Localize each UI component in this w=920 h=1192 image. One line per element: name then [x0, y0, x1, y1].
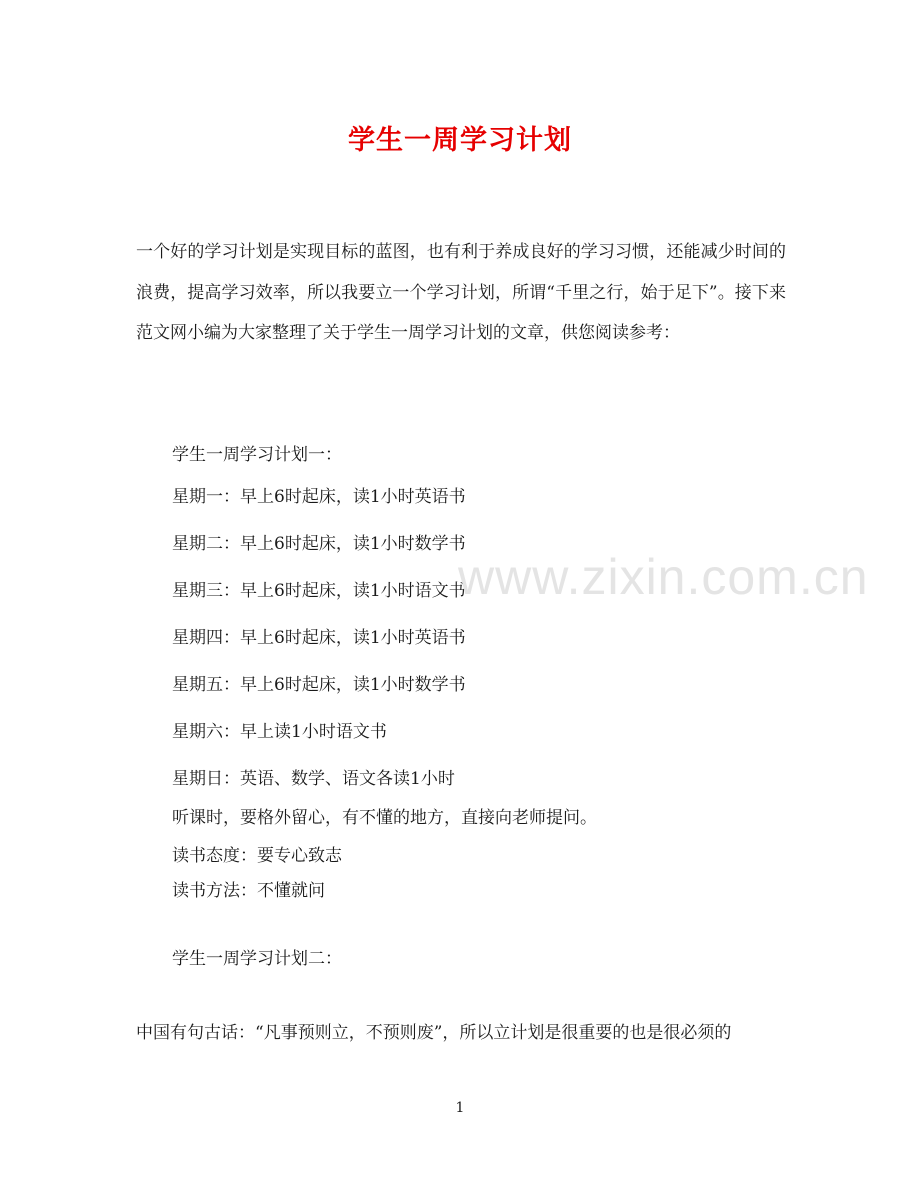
schedule-item-thursday: 星期四：早上6时起床，读1小时英语书: [172, 628, 466, 648]
schedule-item-monday: 星期一：早上6时起床，读1小时英语书: [172, 487, 466, 507]
plan1-heading: 学生一周学习计划一：: [172, 445, 342, 465]
schedule-item-saturday: 星期六：早上读1小时语文书: [172, 722, 387, 742]
intro-paragraph: 一个好的学习计划是实现目标的蓝图，也有利于养成良好的学习习惯，还能减少时间的浪费，提高学习效率，所以我要立一个学习计划，所谓“千里之行，始于足下”。接下来范文网小编为大家整理了关于学生一周学习计划的文章，供您阅读参考：: [136, 242, 786, 343]
schedule-item-wednesday: 星期三：早上6时起床，读1小时语文书: [172, 581, 466, 601]
schedule-item-tuesday: 星期二：早上6时起床，读1小时数学书: [172, 534, 466, 554]
plan2-first-line: 中国有句古话：“凡事预则立，不预则废”，所以立计划是很重要的也是很必须的: [136, 1023, 732, 1043]
page-number: 1: [455, 1100, 465, 1116]
schedule-item-friday: 星期五：早上6时起床，读1小时数学书: [172, 675, 466, 695]
plan2-heading: 学生一周学习计划二：: [172, 949, 342, 969]
schedule-item-sunday: 星期日：英语、数学、语文各读1小时: [172, 769, 455, 789]
watermark: www.zixin.com.cn: [458, 549, 869, 605]
document-title: 学生一周学习计划: [348, 125, 572, 156]
note-listening: 听课时，要格外留心，有不懂的地方，直接向老师提问。: [172, 808, 597, 828]
note-reading-attitude: 读书态度：要专心致志: [172, 846, 342, 866]
note-reading-method: 读书方法：不懂就问: [172, 881, 325, 901]
